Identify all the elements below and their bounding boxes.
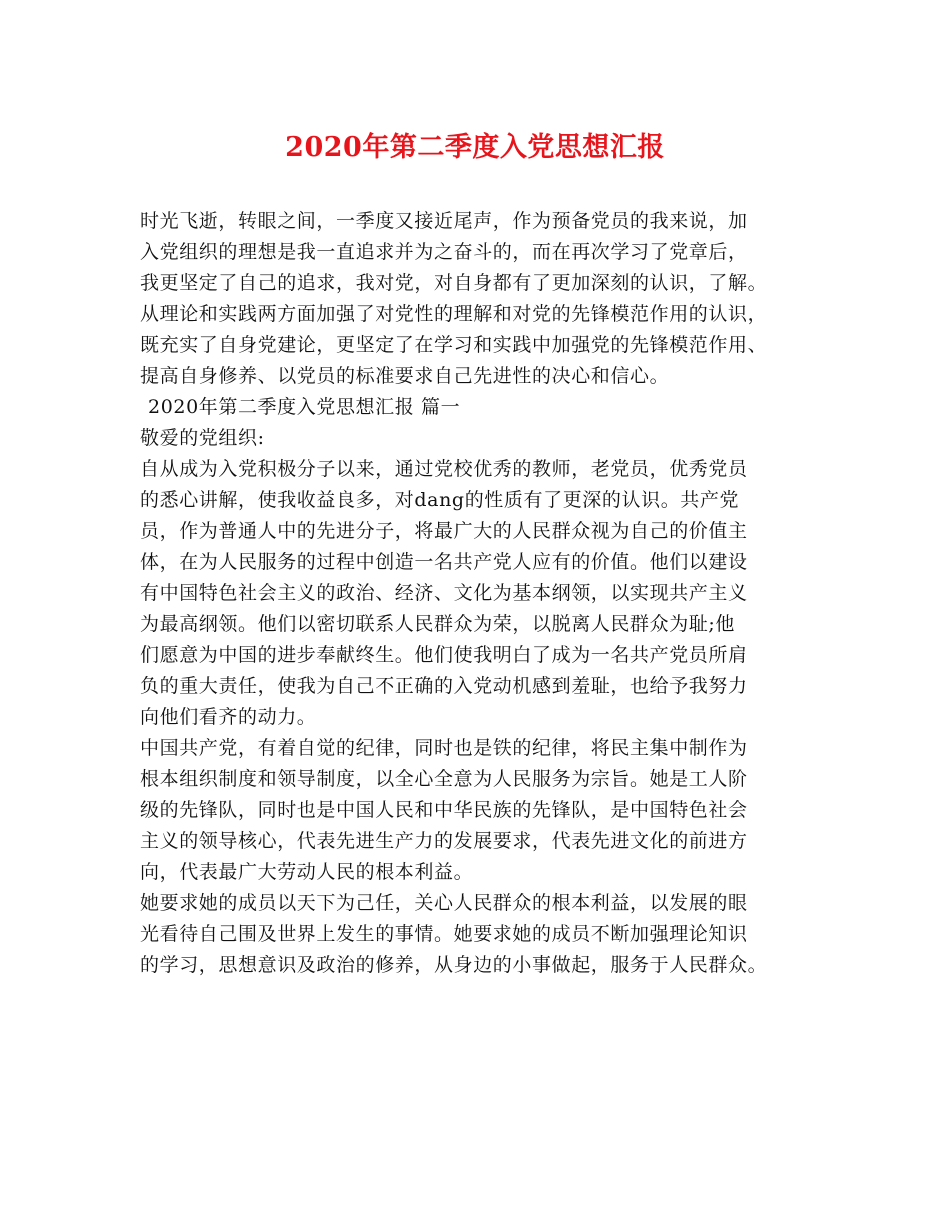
document-title: 2020年第二季度入党思想汇报 [285,132,665,163]
salutation: 敬爱的党组织: [140,427,265,449]
text-line: 的悉心讲解，使我收益良多，对dang的性质有了更深的认识。共产党 [140,489,740,511]
text-line: 们愿意为中国的进步奉献终生。他们使我明白了成为一名共产党员所肩 [140,644,748,666]
text-line: 她要求她的成员以天下为己任，关心人民群众的根本利益，以发展的眼 [140,892,748,914]
text-line: 光看待自己围及世界上发生的事情。她要求她的成员不断加强理论知识 [140,923,748,945]
text-line: 主义的领导核心，代表先进生产力的发展要求，代表先进文化的前进方 [140,830,748,852]
text-line: 的学习，思想意识及政治的修养，从身边的小事做起，服务于人民群众。 [140,954,768,976]
text-line: 有中国特色社会主义的政治、经济、文化为基本纲领，以实现共产主义 [140,582,748,604]
text-line: 根本组织制度和领导制度，以全心全意为人民服务为宗旨。她是工人阶 [140,768,748,790]
text-line: 负的重大责任，使我为自己不正确的入党动机感到羞耻，也给予我努力 [140,675,748,697]
section-heading: 2020年第二季度入党思想汇报 篇一 [148,396,461,418]
text-line: 提高自身修养、以党员的标准要求自己先进性的决心和信心。 [140,365,670,387]
text-line: 体，在为人民服务的过程中创造一名共产党人应有的价值。他们以建设 [140,551,748,573]
text-line: 员，作为普通人中的先进分子，将最广大的人民群众视为自己的价值主 [140,520,748,542]
text-line: 从理论和实践两方面加强了对党性的理解和对党的先锋模范作用的认识， [140,303,768,325]
text-line: 为最高纲领。他们以密切联系人民群众为荣，以脱离人民群众为耻;他 [140,613,736,635]
text-line: 级的先锋队，同时也是中国人民和中华民族的先锋队，是中国特色社会 [140,799,748,821]
text-line: 向他们看齐的动力。 [140,706,317,728]
text-line: 中国共产党，有着自觉的纪律，同时也是铁的纪律，将民主集中制作为 [140,737,748,759]
text-line: 既充实了自身党建论，更坚定了在学习和实践中加强党的先锋模范作用、 [140,334,768,356]
text-line: 时光飞逝，转眼之间，一季度又接近尾声，作为预备党员的我来说，加 [140,210,748,232]
text-line: 我更坚定了自己的追求，我对党，对自身都有了更加深刻的认识，了解。 [140,272,768,294]
document-body [140,206,840,981]
text-line: 自从成为入党积极分子以来，通过党校优秀的教师，老党员，优秀党员 [140,458,748,480]
text-line: 向，代表最广大劳动人民的根本利益。 [140,861,474,883]
text-line: 入党组织的理想是我一直追求并为之奋斗的，而在再次学习了党章后， [140,241,748,263]
